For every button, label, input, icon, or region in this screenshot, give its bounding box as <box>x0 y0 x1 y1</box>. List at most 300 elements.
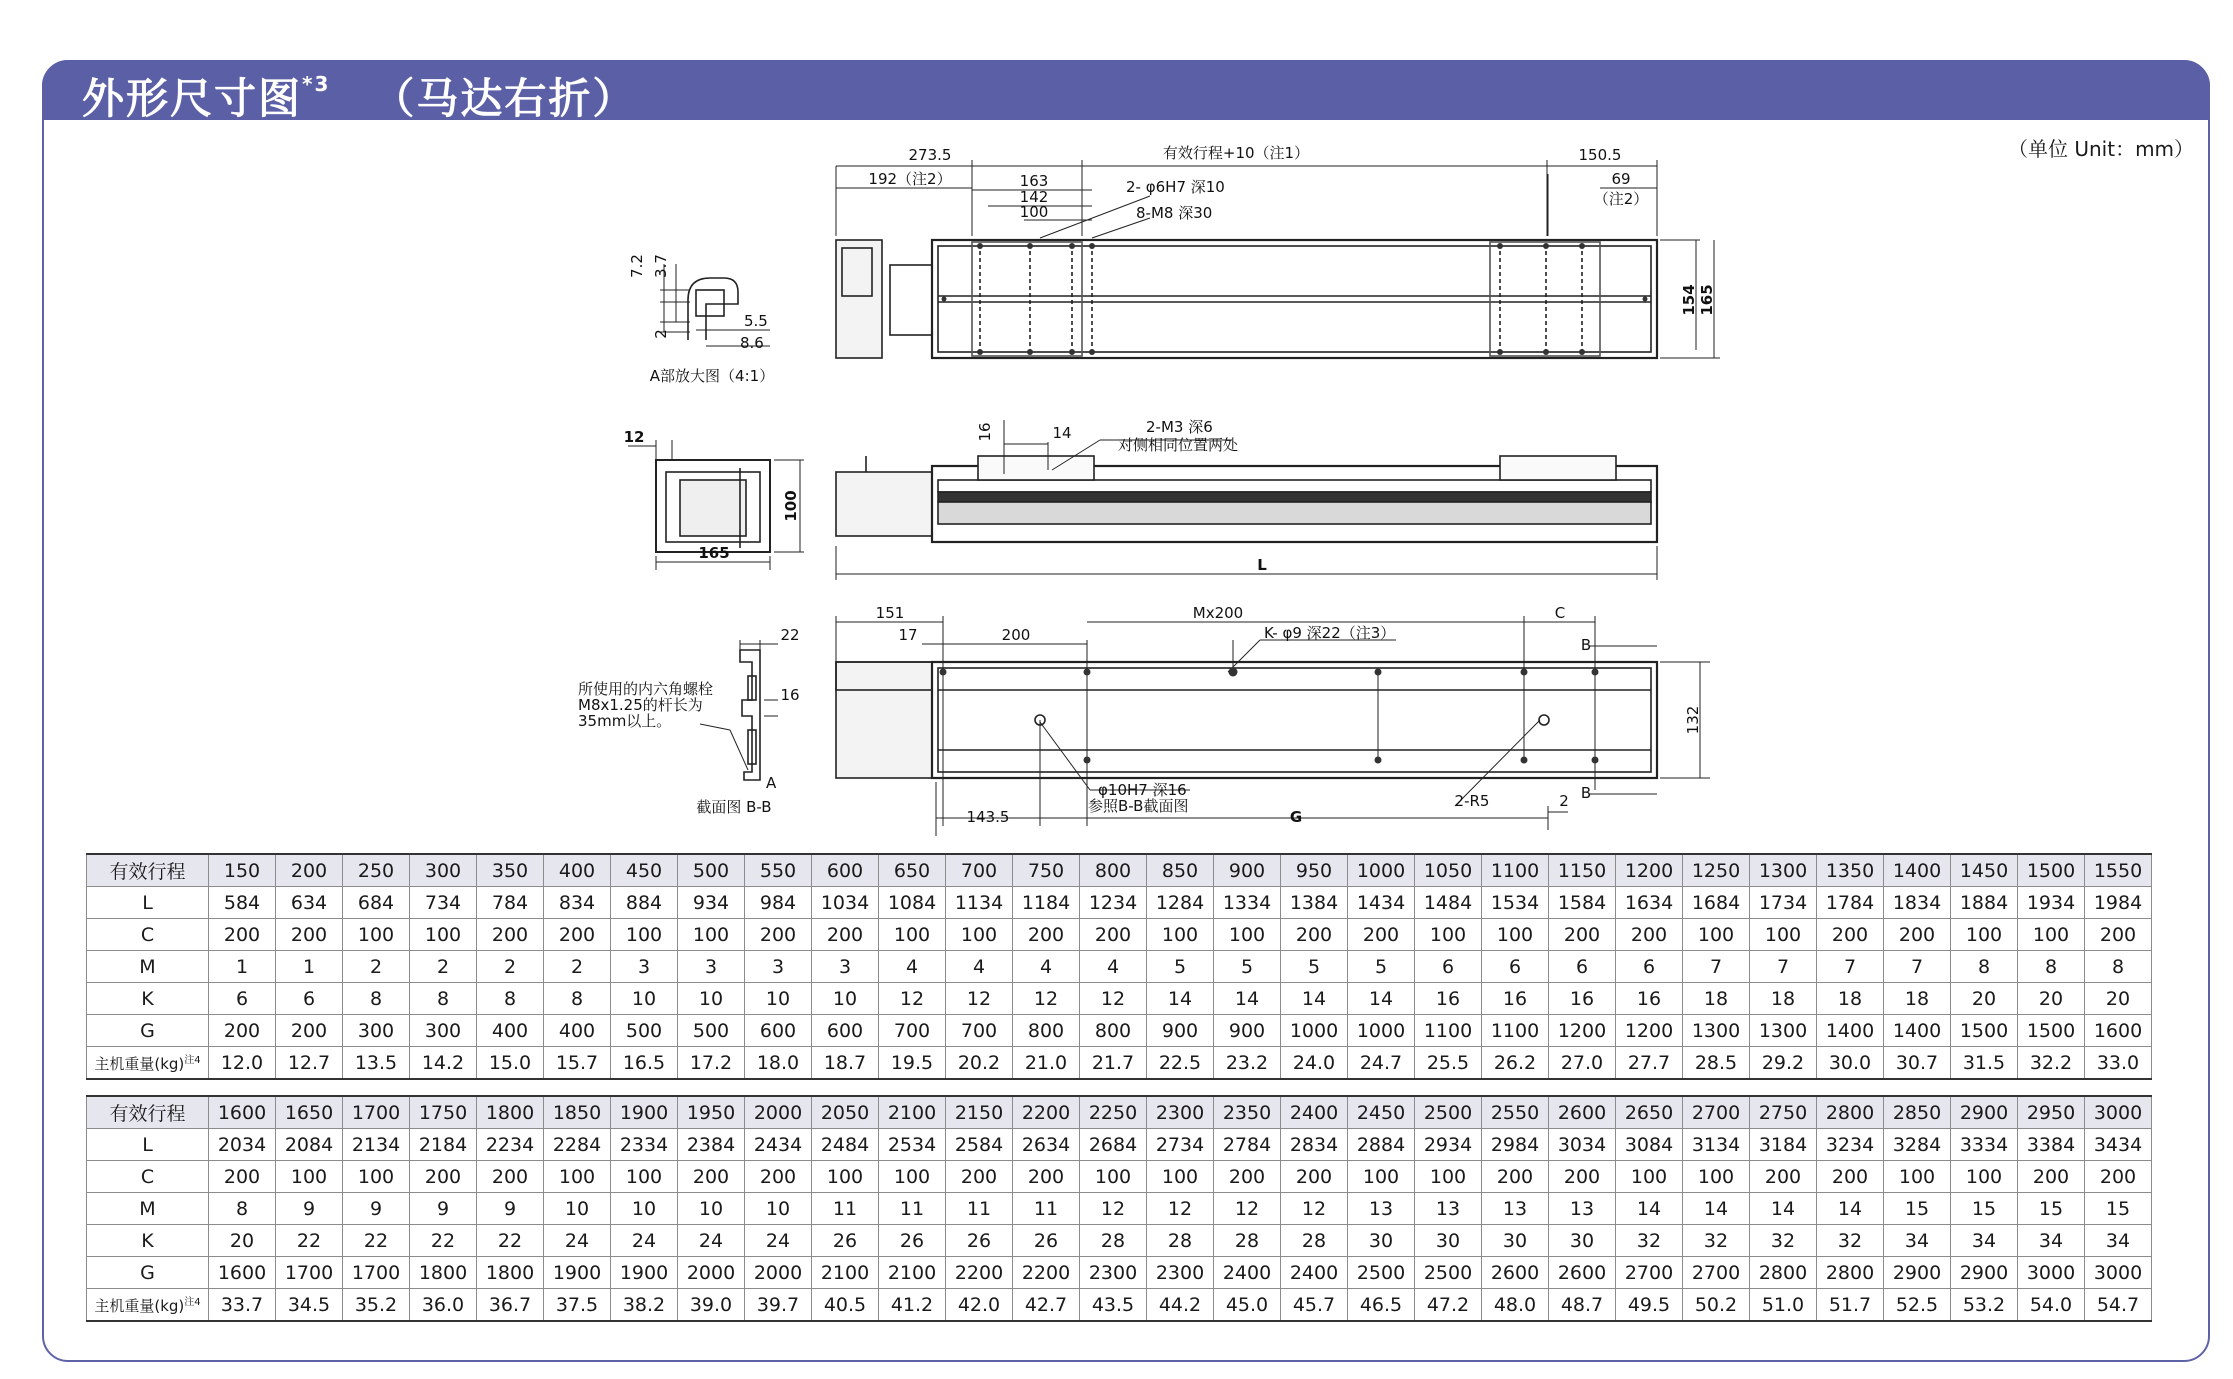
spec-table-1 <box>86 853 2152 1080</box>
table-cell: 2300 <box>1147 1257 1214 1289</box>
table-cell: 16 <box>1549 983 1616 1015</box>
table-cell: 24 <box>678 1225 745 1257</box>
table-cell: 14 <box>1281 983 1348 1015</box>
table-cell: 2600 <box>1482 1257 1549 1289</box>
table-cell: 4 <box>946 951 1013 983</box>
table-cell: 2634 <box>1013 1129 1080 1161</box>
table-cell: 11 <box>1013 1193 1080 1225</box>
table-cell: 1 <box>209 951 276 983</box>
table-cell: 2500 <box>1348 1257 1415 1289</box>
table-cell: 2600 <box>1549 1096 1616 1129</box>
dim-14: 14 <box>1052 424 1072 442</box>
table-cell: 2900 <box>1884 1257 1951 1289</box>
table-cell: 200 <box>477 1161 544 1193</box>
table-cell: 6 <box>1549 951 1616 983</box>
table-cell: 9 <box>410 1193 477 1225</box>
label-b-top: B <box>1580 636 1592 654</box>
table-cell: 19.5 <box>879 1047 946 1080</box>
bottom-view <box>836 616 1710 836</box>
row-label-text: 主机重量(kg) <box>94 1297 185 1315</box>
table-cell: 11 <box>879 1193 946 1225</box>
table-cell: 36.0 <box>410 1289 477 1322</box>
table-row <box>87 1225 2152 1257</box>
table-cell: 2284 <box>544 1129 611 1161</box>
table-cell: 7 <box>1884 951 1951 983</box>
table-cell: 2584 <box>946 1129 1013 1161</box>
table-cell: 1800 <box>477 1257 544 1289</box>
table-cell: 684 <box>343 887 410 919</box>
table-cell: 1200 <box>1616 1015 1683 1047</box>
row-label-text: 有效行程 <box>109 1103 186 1125</box>
row-label <box>87 983 209 1015</box>
table-cell: 51.0 <box>1750 1289 1817 1322</box>
table-cell: 20 <box>2085 983 2152 1015</box>
table-cell: 6 <box>1415 951 1482 983</box>
table-cell: 200 <box>1549 919 1616 951</box>
table-cell: 1750 <box>410 1096 477 1129</box>
table-cell: 100 <box>1616 1161 1683 1193</box>
table-cell: 36.7 <box>477 1289 544 1322</box>
table-cell: 29.2 <box>1750 1047 1817 1080</box>
table-cell: 1984 <box>2085 887 2152 919</box>
table-cell: 1534 <box>1482 887 1549 919</box>
table-cell: 14 <box>1750 1193 1817 1225</box>
dim-22: 22 <box>780 626 800 644</box>
table-cell: 100 <box>879 1161 946 1193</box>
table-cell: 200 <box>477 919 544 951</box>
table-cell: 16 <box>1415 983 1482 1015</box>
table-cell: 1784 <box>1817 887 1884 919</box>
table-cell: 2750 <box>1750 1096 1817 1129</box>
table-row <box>87 983 2152 1015</box>
table-cell: 4 <box>879 951 946 983</box>
table-cell: 33.0 <box>2085 1047 2152 1080</box>
table-cell: 550 <box>745 854 812 887</box>
table-cell: 984 <box>745 887 812 919</box>
pin-note: φ10H7 深16 <box>1098 781 1187 799</box>
table-cell: 5 <box>1214 951 1281 983</box>
row-label-text: G <box>140 1261 155 1284</box>
table-cell: 15 <box>2018 1193 2085 1225</box>
table-cell: 18 <box>1750 983 1817 1015</box>
pin-note2: 参照B-B截面图 <box>1088 797 1189 815</box>
table-cell: 45.0 <box>1214 1289 1281 1322</box>
table-cell: 6 <box>1482 951 1549 983</box>
table-cell: 100 <box>678 919 745 951</box>
table-cell: 200 <box>1750 1161 1817 1193</box>
table-cell: 30 <box>1482 1225 1549 1257</box>
table-cell: 100 <box>946 919 1013 951</box>
table-cell: 12 <box>946 983 1013 1015</box>
table-cell: 100 <box>1683 1161 1750 1193</box>
table-cell: 100 <box>611 1161 678 1193</box>
table-cell: 1284 <box>1147 887 1214 919</box>
table-cell: 2434 <box>745 1129 812 1161</box>
table-cell: 39.0 <box>678 1289 745 1322</box>
side-tap-note: 2-M3 深6 <box>1146 418 1213 436</box>
table-cell: 28 <box>1214 1225 1281 1257</box>
table-cell: 634 <box>276 887 343 919</box>
table-cell: 12 <box>1281 1193 1348 1225</box>
table-cell: 26 <box>812 1225 879 1257</box>
table-cell: 3334 <box>1951 1129 2018 1161</box>
table-cell: 100 <box>544 1161 611 1193</box>
table-cell: 100 <box>1683 919 1750 951</box>
table-cell: 2800 <box>1817 1257 1884 1289</box>
table-cell: 8 <box>410 983 477 1015</box>
table-cell: 6 <box>209 983 276 1015</box>
table-cell: 2184 <box>410 1129 477 1161</box>
table-cell: 1000 <box>1348 854 1415 887</box>
table-cell: 1300 <box>1750 854 1817 887</box>
table-row <box>87 887 2152 919</box>
table-cell: 100 <box>611 919 678 951</box>
table-cell: 15.0 <box>477 1047 544 1080</box>
section-bb <box>700 640 778 780</box>
table-cell: 200 <box>2018 1161 2085 1193</box>
table-cell: 28.5 <box>1683 1047 1750 1080</box>
table-cell: 1950 <box>678 1096 745 1129</box>
table-cell: 100 <box>343 1161 410 1193</box>
table-cell: 10 <box>678 983 745 1015</box>
dim-mx200: Mx200 <box>1192 604 1244 622</box>
table-cell: 12 <box>1147 1193 1214 1225</box>
table-cell: 100 <box>276 1161 343 1193</box>
table-cell: 200 <box>276 919 343 951</box>
row-label <box>87 1225 209 1257</box>
row-label <box>87 1096 209 1129</box>
table-cell: 200 <box>209 1015 276 1047</box>
table-cell: 12 <box>1080 983 1147 1015</box>
table-cell: 100 <box>1750 919 1817 951</box>
table-cell: 200 <box>2085 919 2152 951</box>
row-label-text: M <box>139 1197 156 1220</box>
dim-3-7: 3.7 <box>652 254 670 278</box>
table-cell: 1500 <box>2018 854 2085 887</box>
tap-note: 8-M8 深30 <box>1136 204 1213 222</box>
unit-label: （单位 Unit：mm） <box>2008 137 2195 161</box>
table-cell: 3134 <box>1683 1129 1750 1161</box>
table-cell: 8 <box>1951 951 2018 983</box>
table-cell: 100 <box>1884 1161 1951 1193</box>
side-tap-note2: 对侧相同位置两处 <box>1118 436 1239 454</box>
table-cell: 1700 <box>276 1257 343 1289</box>
table-cell: 8 <box>2085 951 2152 983</box>
table-cell: 48.0 <box>1482 1289 1549 1322</box>
table-cell: 15 <box>2085 1193 2152 1225</box>
dim-8-6: 8.6 <box>740 334 764 352</box>
bolt-note-2: M8x1.25的杆长为 <box>578 696 703 714</box>
table-cell: 100 <box>1147 919 1214 951</box>
table-cell: 10 <box>812 983 879 1015</box>
table-cell: 13.5 <box>343 1047 410 1080</box>
table-cell: 41.2 <box>879 1289 946 1322</box>
table-cell: 1234 <box>1080 887 1147 919</box>
row-label <box>87 1161 209 1193</box>
dim-2-a: 2 <box>652 329 670 339</box>
row-label <box>87 951 209 983</box>
table-cell: 30.7 <box>1884 1047 1951 1080</box>
table-cell: 18 <box>1817 983 1884 1015</box>
table-cell: 1100 <box>1415 1015 1482 1047</box>
table-cell: 32 <box>1750 1225 1817 1257</box>
table-cell: 39.7 <box>745 1289 812 1322</box>
dim-192: 192（注2） <box>868 170 952 188</box>
table-cell: 2400 <box>1281 1096 1348 1129</box>
dim-165: 165 <box>1698 284 1716 316</box>
table-cell: 40.5 <box>812 1289 879 1322</box>
title-note: *3 <box>302 72 331 96</box>
table-cell: 9 <box>276 1193 343 1225</box>
table-cell: 934 <box>678 887 745 919</box>
row-label-text: M <box>139 955 156 978</box>
dim-2-b: 2 <box>1559 792 1569 810</box>
dim-200: 200 <box>1001 626 1031 644</box>
table-cell: 2100 <box>879 1096 946 1129</box>
table-cell: 200 <box>1817 919 1884 951</box>
table-cell: 26 <box>946 1225 1013 1257</box>
table-cell: 2800 <box>1750 1257 1817 1289</box>
table-cell: 100 <box>2018 919 2085 951</box>
table-cell: 11 <box>812 1193 879 1225</box>
table-cell: 42.0 <box>946 1289 1013 1322</box>
table-cell: 1800 <box>477 1096 544 1129</box>
table-cell: 37.5 <box>544 1289 611 1322</box>
table-cell: 200 <box>276 854 343 887</box>
table-cell: 200 <box>1013 1161 1080 1193</box>
table-cell: 2400 <box>1214 1257 1281 1289</box>
table-cell: 8 <box>544 983 611 1015</box>
table-cell: 18 <box>1884 983 1951 1015</box>
table-cell: 1084 <box>879 887 946 919</box>
table-cell: 28 <box>1147 1225 1214 1257</box>
table-cell: 2084 <box>276 1129 343 1161</box>
table-cell: 1684 <box>1683 887 1750 919</box>
table-row <box>87 1257 2152 1289</box>
table-cell: 2 <box>343 951 410 983</box>
table-cell: 3 <box>812 951 879 983</box>
table-cell: 100 <box>343 919 410 951</box>
table-cell: 200 <box>1348 919 1415 951</box>
table-cell: 1734 <box>1750 887 1817 919</box>
table-cell: 884 <box>611 887 678 919</box>
table-cell: 1000 <box>1348 1015 1415 1047</box>
table-cell: 25.5 <box>1415 1047 1482 1080</box>
section-bb-caption: 截面图 B-B <box>696 798 772 816</box>
table-cell: 200 <box>1884 919 1951 951</box>
table-cell: 1100 <box>1482 1015 1549 1047</box>
table-cell: 1334 <box>1214 887 1281 919</box>
dim-154: 154 <box>1680 284 1698 316</box>
table-cell: 1200 <box>1616 854 1683 887</box>
table-cell: 200 <box>276 1015 343 1047</box>
table-cell: 2 <box>477 951 544 983</box>
table-cell: 18.7 <box>812 1047 879 1080</box>
row-label <box>87 1047 209 1080</box>
table-cell: 900 <box>1214 1015 1281 1047</box>
table-cell: 1700 <box>343 1257 410 1289</box>
table-row <box>87 1015 2152 1047</box>
table-cell: 2734 <box>1147 1129 1214 1161</box>
dim-16-bb: 16 <box>780 686 800 704</box>
table-cell: 22 <box>343 1225 410 1257</box>
table-cell: 1484 <box>1415 887 1482 919</box>
table-cell: 53.2 <box>1951 1289 2018 1322</box>
table-cell: 2700 <box>1616 1257 1683 1289</box>
table-cell: 600 <box>812 1015 879 1047</box>
table-cell: 200 <box>1616 919 1683 951</box>
table-cell: 12.0 <box>209 1047 276 1080</box>
dim-17: 17 <box>898 626 918 644</box>
table-cell: 30 <box>1415 1225 1482 1257</box>
title-subtitle: （马达右折） <box>372 74 637 123</box>
table-cell: 23.2 <box>1214 1047 1281 1080</box>
table-cell: 9 <box>477 1193 544 1225</box>
table-cell: 1600 <box>2085 1015 2152 1047</box>
table-cell: 2200 <box>1013 1096 1080 1129</box>
table-cell: 2900 <box>1951 1257 2018 1289</box>
bottom-hole-note: K- φ9 深22（注3） <box>1264 624 1396 642</box>
table-cell: 13 <box>1549 1193 1616 1225</box>
table-cell: 350 <box>477 854 544 887</box>
table-cell: 32 <box>1683 1225 1750 1257</box>
table-cell: 10 <box>611 1193 678 1225</box>
dim-stroke: 有效行程+10（注1） <box>1162 144 1310 162</box>
table-cell: 900 <box>1214 854 1281 887</box>
table-cell: 1834 <box>1884 887 1951 919</box>
table-cell: 2934 <box>1415 1129 1482 1161</box>
table-cell: 3000 <box>2085 1096 2152 1129</box>
dim-12: 12 <box>623 428 645 446</box>
dim-165-end: 165 <box>698 544 730 562</box>
table-cell: 1000 <box>1281 1015 1348 1047</box>
radius-note: 2-R5 <box>1454 792 1490 810</box>
table-cell: 1400 <box>1884 1015 1951 1047</box>
table-cell: 800 <box>1080 854 1147 887</box>
table-cell: 52.5 <box>1884 1289 1951 1322</box>
table-cell: 2834 <box>1281 1129 1348 1161</box>
table-cell: 2384 <box>678 1129 745 1161</box>
table-cell: 3234 <box>1817 1129 1884 1161</box>
table-cell: 5 <box>1147 951 1214 983</box>
table-cell: 1550 <box>2085 854 2152 887</box>
bolt-note-3: 35mm以上。 <box>578 712 672 730</box>
table-cell: 1634 <box>1616 887 1683 919</box>
dim-100-side: 100 <box>782 490 800 522</box>
table-cell: 47.2 <box>1415 1289 1482 1322</box>
table-cell: 34 <box>1951 1225 2018 1257</box>
table-cell: 6 <box>1616 951 1683 983</box>
table-cell: 1184 <box>1013 887 1080 919</box>
table-cell: 2700 <box>1683 1096 1750 1129</box>
table-cell: 1900 <box>544 1257 611 1289</box>
table-cell: 3034 <box>1549 1129 1616 1161</box>
table-row <box>87 1289 2152 1322</box>
table-cell: 2234 <box>477 1129 544 1161</box>
row-label <box>87 854 209 887</box>
table-cell: 50.2 <box>1683 1289 1750 1322</box>
table-cell: 28 <box>1281 1225 1348 1257</box>
table-cell: 27.7 <box>1616 1047 1683 1080</box>
table-cell: 500 <box>611 1015 678 1047</box>
table-cell: 2850 <box>1884 1096 1951 1129</box>
table-cell: 20 <box>2018 983 2085 1015</box>
table-cell: 2484 <box>812 1129 879 1161</box>
table-cell: 12 <box>1013 983 1080 1015</box>
table-cell: 11 <box>946 1193 1013 1225</box>
table-cell: 26.2 <box>1482 1047 1549 1080</box>
table-row <box>87 1161 2152 1193</box>
table-cell: 2050 <box>812 1096 879 1129</box>
table-row <box>87 854 2152 887</box>
row-label-text: K <box>141 1229 154 1252</box>
table-cell: 100 <box>1348 1161 1415 1193</box>
table-cell: 2134 <box>343 1129 410 1161</box>
dim-142: 142 <box>1019 188 1049 206</box>
table-cell: 700 <box>879 1015 946 1047</box>
table-cell: 100 <box>410 919 477 951</box>
table-cell: 4 <box>1080 951 1147 983</box>
table-cell: 34 <box>1884 1225 1951 1257</box>
table-cell: 784 <box>477 887 544 919</box>
dim-C: C <box>1554 604 1566 622</box>
table-cell: 26 <box>879 1225 946 1257</box>
table-cell: 100 <box>1080 1161 1147 1193</box>
table-cell: 200 <box>2085 1161 2152 1193</box>
row-label <box>87 919 209 951</box>
table-cell: 1134 <box>946 887 1013 919</box>
table-cell: 2100 <box>812 1257 879 1289</box>
row-label <box>87 1129 209 1161</box>
row-label-text: K <box>141 987 154 1010</box>
table-cell: 1900 <box>611 1257 678 1289</box>
table-cell: 32 <box>1817 1225 1884 1257</box>
table-cell: 21.7 <box>1080 1047 1147 1080</box>
table-cell: 22.5 <box>1147 1047 1214 1080</box>
table-cell: 100 <box>1951 1161 2018 1193</box>
table-cell: 2000 <box>745 1096 812 1129</box>
table-row <box>87 1193 2152 1225</box>
table-cell: 2684 <box>1080 1129 1147 1161</box>
table-cell: 8 <box>209 1193 276 1225</box>
row-label-text: 主机重量(kg) <box>94 1055 185 1073</box>
table-cell: 200 <box>1080 919 1147 951</box>
table-cell: 2200 <box>946 1257 1013 1289</box>
row-label <box>87 1015 209 1047</box>
table-cell: 2100 <box>879 1257 946 1289</box>
table-cell: 1400 <box>1884 854 1951 887</box>
dim-151: 151 <box>875 604 905 622</box>
row-label-text: G <box>140 1019 155 1042</box>
table-cell: 500 <box>678 854 745 887</box>
spec-table-2 <box>86 1095 2152 1322</box>
table-cell: 1400 <box>1817 1015 1884 1047</box>
table-cell: 10 <box>611 983 678 1015</box>
label-b-bottom: B <box>1580 784 1592 802</box>
dim-69: 69 <box>1611 170 1631 188</box>
table-cell: 2500 <box>1415 1096 1482 1129</box>
table-cell: 18 <box>1683 983 1750 1015</box>
side-view <box>836 420 1657 580</box>
row-label-text: C <box>140 923 155 946</box>
table-cell: 2034 <box>209 1129 276 1161</box>
dim-150-5: 150.5 <box>1578 146 1622 164</box>
table-cell: 51.7 <box>1817 1289 1884 1322</box>
table-cell: 3000 <box>2018 1257 2085 1289</box>
table-cell: 2 <box>544 951 611 983</box>
table-cell: 8 <box>343 983 410 1015</box>
table-cell: 32.2 <box>2018 1047 2085 1080</box>
